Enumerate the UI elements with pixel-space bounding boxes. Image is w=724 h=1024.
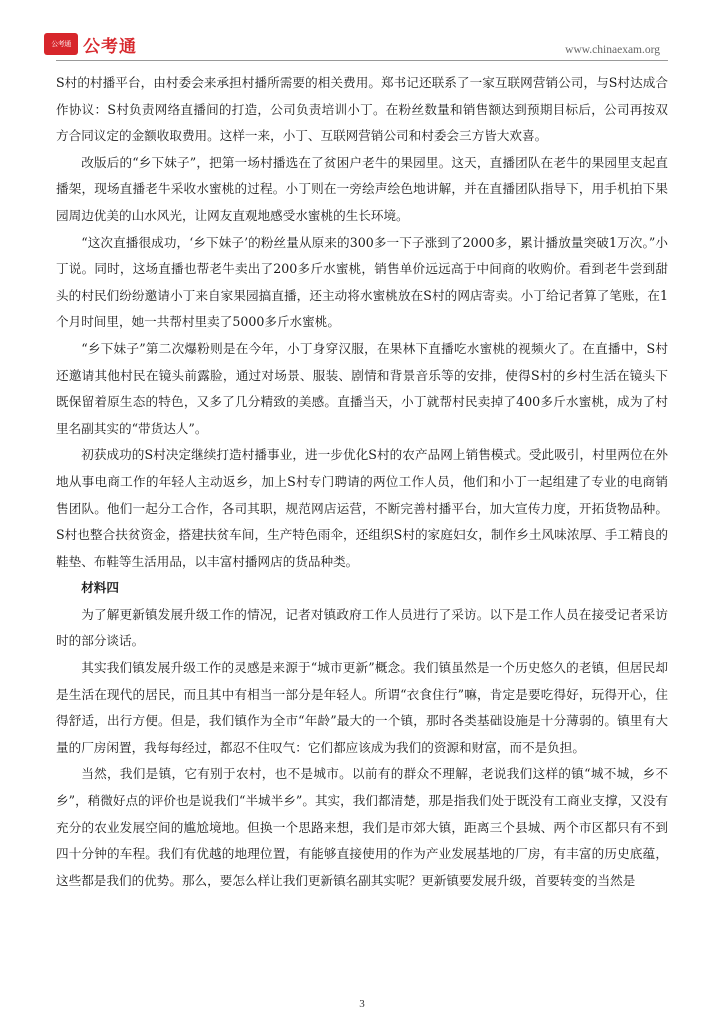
paragraph-4: “乡下妹子”第二次爆粉则是在今年，小丁身穿汉服，在果林下直播吃水蜜桃的视频火了。在直播中，S村还邀请其他村民在镜头前露脸，通过对场景、服装、剧情和背景音乐等的安排，使得S村的乡村生活在镜头下既保留着原生态的特色，又多了几分精致的美感。直播当天，小丁就帮村民卖掉了400多斤水蜜桃，成为了村里名副其实的“带货达人”。 (56, 340, 668, 436)
logo[interactable] (44, 33, 137, 55)
page-header (0, 0, 724, 60)
section-paragraph-2: 其实我们镇发展升级工作的灵感是来源于“城市更新”概念。我们镇虽然是一个历史悠久的老镇，但居民却是生活在现代的居民，而且其中有相当一部分是年轻人。所谓“衣食住行”嘛，肯定是要吃得好，玩得开心，住得舒适，出行方便。但是，我们镇作为全市“年龄”最大的一个镇，那时各类基础设施是十分薄弱的。镇里有大量的厂房闲置，我每每经过，都忍不住叹气：它们都应该成为我们的资源和财富，而不是负担。 (56, 660, 668, 755)
section-paragraph-1: 为了解更新镇发展升级工作的情况，记者对镇政府工作人员进行了采访。以下是工作人员在接受记者采访时的部分谈话。 (56, 606, 668, 649)
paragraph-1: S村的村播平台，由村委会来承担村播所需要的相关费用。郑书记还联系了一家互联网营销公司，与S村达成合作协议：S村负责网络直播间的打造，公司负责培训小丁。在粉丝数量和销售额达到预期目标后，公司再按双方合同议定的金额收取费用。这样一来，小丁、互联网营销公司和村委会三方皆大欢喜。 (56, 75, 668, 144)
document-body (56, 70, 668, 894)
paragraph-3: “这次直播很成功，‘乡下妹子’的粉丝量从原来的300多一下子涨到了2000多，累计播放量突破1万次。”小丁说。同时，这场直播也帮老牛卖出了200多斤水蜜桃，销售单价远远高于中间商的收购价。看到老牛尝到甜头的村民们纷纷邀请小丁来自家果园搞直播，还主动将水蜜桃放在S村的网店寄卖。小丁给记者算了笔账，在1个月时间里，她一共帮村里卖了5000多斤水蜜桃。 (56, 234, 668, 330)
page-number: 3 (359, 998, 365, 1010)
section-paragraph-3: 当然，我们是镇，它有别于农村，也不是城市。以前有的群众不理解，老说我们这样的镇“城不城，乡不乡”，稍微好点的评价也是说我们“半城半乡”。其实，我们都清楚，那是指我们处于既没有工商业支撑，又没有充分的农业发展空间的尴尬境地。但换一个思路来想，我们是市郊大镇，距离三个县城、两个市区都只有不到四十分钟的车程。我们有优越的地理位置，有能够直接使用的作为产业发展基地的厂房，有丰富的历史底蕴，这些都是我们的优势。那么，要怎么样让我们更新镇名副其实呢？更新镇要发展升级，首要转变的当然是 (56, 766, 668, 888)
logo-text: 公考通 (83, 36, 137, 57)
header-divider (56, 60, 668, 61)
section-title: 材料四 (81, 580, 119, 596)
site-url[interactable]: www.chinaexam.org (565, 44, 660, 56)
logo-badge-icon: 公考通 (44, 33, 78, 55)
paragraph-2: 改版后的“乡下妹子”，把第一场村播选在了贫困户老牛的果园里。这天，直播团队在老牛的果园里支起直播架，现场直播老牛采收水蜜桃的过程。小丁则在一旁绘声绘色地讲解，并在直播团队指导下，用手机拍下果园周边优美的山水风光，让网友直观地感受水蜜桃的生长环境。 (56, 154, 668, 223)
paragraph-5: 初获成功的S村决定继续打造村播事业，进一步优化S村的农产品网上销售模式。受此吸引，村里两位在外地从事电商工作的年轻人主动返乡，加上S村专门聘请的两位工作人员，他们和小丁一起组建了专业的电商销售团队。他们一起分工合作，各司其职，规范网店运营，不断完善村播平台，加大宣传力度，开拓货物品种。S村也整合扶贫资金，搭建扶贫车间，生产特色雨伞，还组织S村的家庭妇女，制作乡土风味浓厚、手工精良的鞋垫、布鞋等生活用品，以丰富村播网店的货品种类。 (56, 447, 668, 569)
